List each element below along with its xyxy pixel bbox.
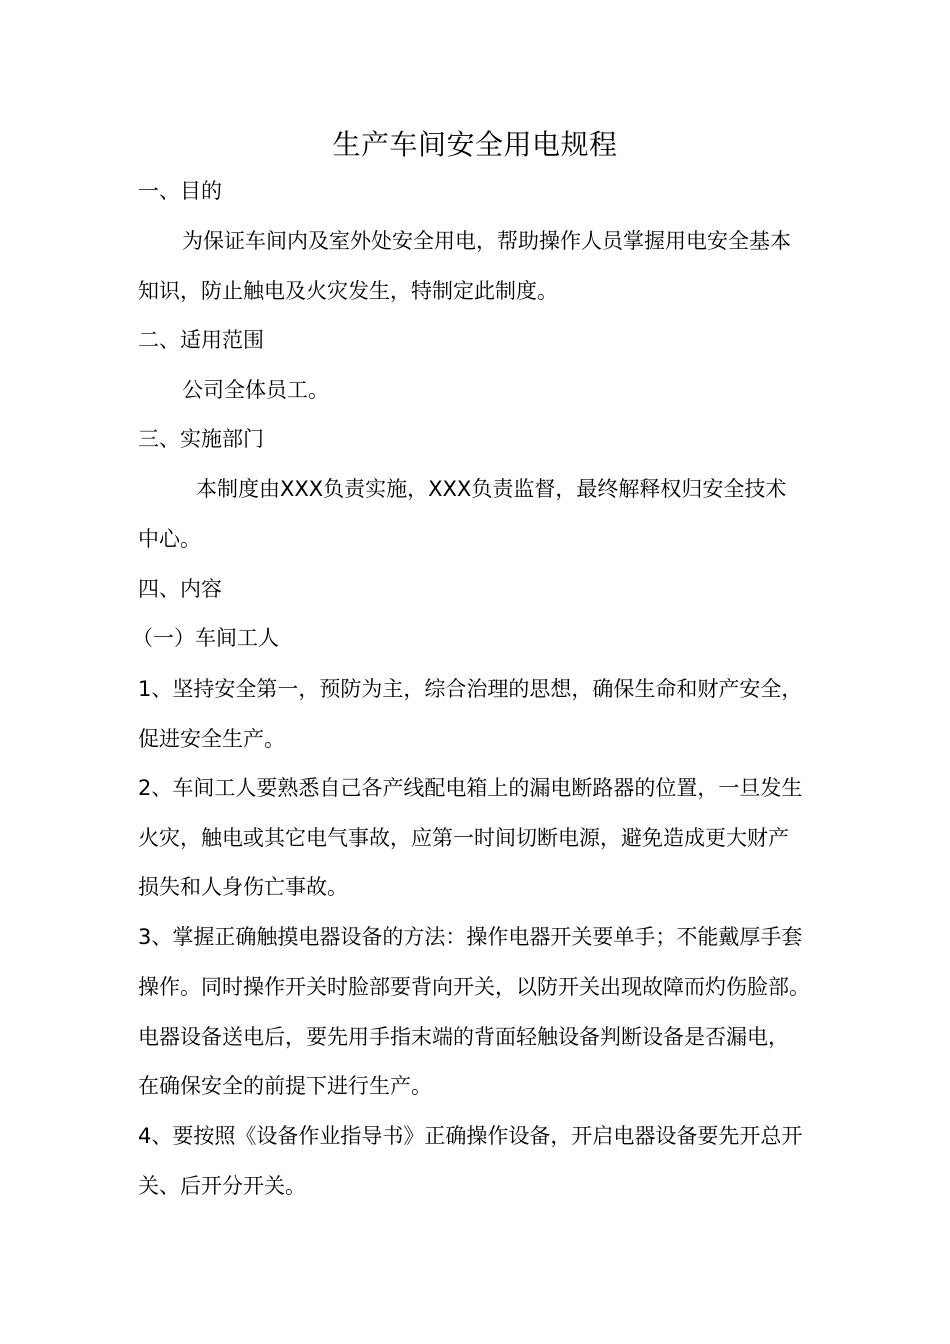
content-item-line: 电器设备送电后，要先用手指末端的背面轻触设备判断设备是否漏电， [138, 1025, 789, 1049]
content-item-line: 在确保安全的前提下进行生产。 [138, 1074, 432, 1098]
content-item-line: 关、后开分开关。 [138, 1174, 306, 1198]
section-heading-content: 四、内容 [138, 577, 222, 601]
content-item-line: 火灾，触电或其它电气事故，应第一时间切断电源，避免造成更大财产 [138, 826, 789, 850]
section-heading-purpose: 一、目的 [138, 179, 222, 203]
section-heading-scope: 二、适用范围 [138, 328, 264, 352]
content-item-line: 操作。同时操作开关时脸部要背向开关，以防开关出现故障而灼伤脸部。 [138, 975, 810, 999]
section-heading-dept: 三、实施部门 [138, 427, 264, 451]
content-item-line: 4、要按照《设备作业指导书》正确操作设备，开启电器设备要先开总开 [138, 1124, 803, 1148]
content-item-line: 1、坚持安全第一，预防为主，综合治理的思想，确保生命和财产安全， [138, 677, 803, 701]
content-item-line: 损失和人身伤亡事故。 [138, 875, 348, 899]
purpose-paragraph-line: 知识，防止触电及火灾发生，特制定此制度。 [138, 279, 558, 303]
content-item-line: 2、车间工人要熟悉自己各产线配电箱上的漏电断路器的位置，一旦发生 [138, 776, 803, 800]
dept-paragraph-line: 中心。 [138, 527, 201, 551]
scope-paragraph-line: 公司全体员工。 [182, 378, 329, 402]
sub-heading-workers: （一）车间工人 [132, 626, 279, 650]
content-item-line: 促进安全生产。 [138, 727, 285, 751]
purpose-paragraph-line: 为保证车间内及室外处安全用电，帮助操作人员掌握用电安全基本 [182, 229, 791, 253]
dept-paragraph-line: 本制度由XXX负责实施，XXX负责监督，最终解释权归安全技术 [196, 477, 787, 501]
document-title: 生产车间安全用电规程 [332, 128, 618, 161]
content-item-line: 3、掌握正确触摸电器设备的方法：操作电器开关要单手；不能戴厚手套 [138, 925, 803, 949]
